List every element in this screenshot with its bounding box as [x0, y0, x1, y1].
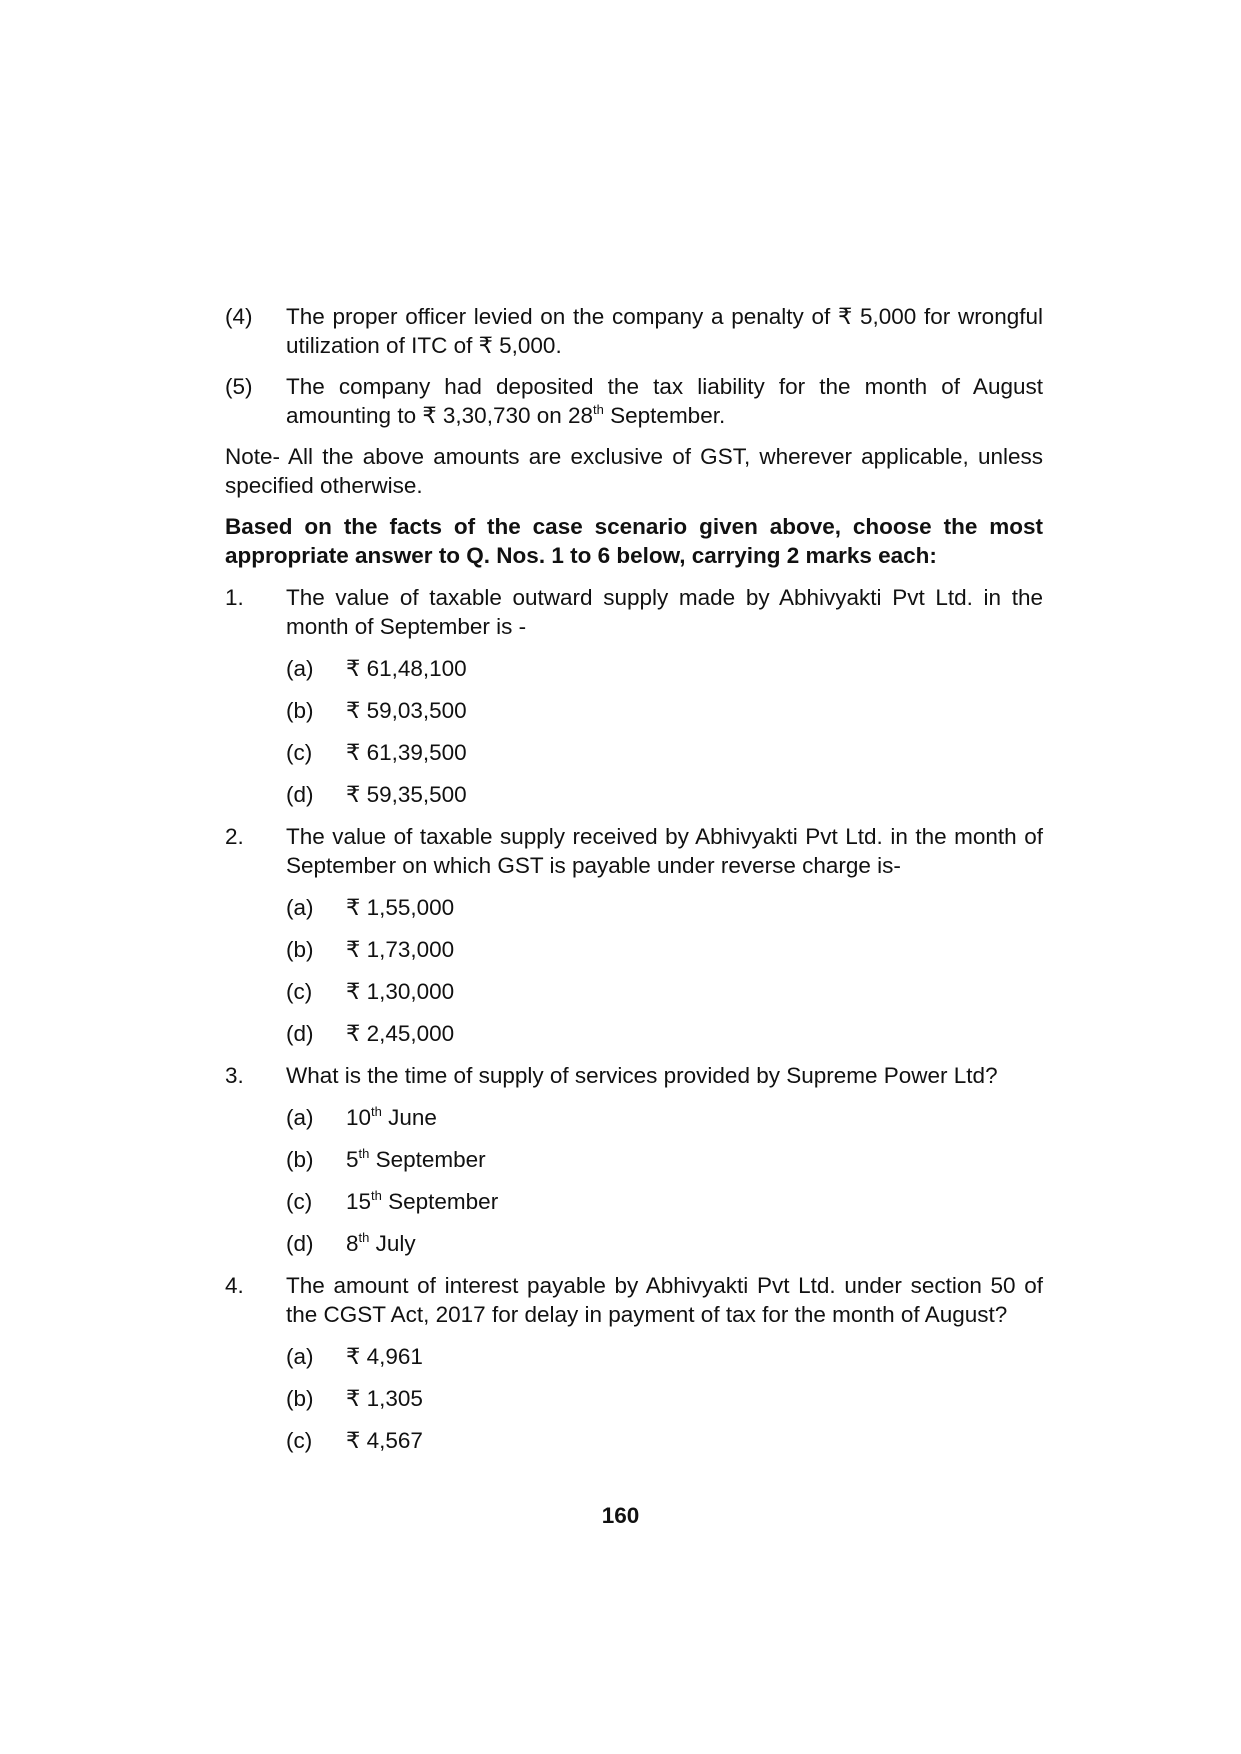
option-text: ₹ 1,30,000 — [346, 979, 455, 1004]
question-stem — [225, 1271, 1043, 1329]
option-text — [346, 1103, 437, 1132]
question-number: 3. — [225, 1063, 244, 1088]
option-b — [286, 696, 1043, 725]
option-label: (b) — [286, 1147, 314, 1172]
question-stem — [225, 583, 1043, 641]
options-list — [286, 1342, 1043, 1455]
question-number: 4. — [225, 1273, 244, 1298]
option-label: (b) — [286, 1386, 314, 1411]
option-text-part: 8 — [346, 1231, 359, 1256]
page-content — [225, 302, 1043, 1455]
option-label: (b) — [286, 937, 314, 962]
option-label: (a) — [286, 1344, 314, 1369]
option-label: (c) — [286, 740, 313, 765]
option-text-part: 5 — [346, 1147, 359, 1172]
ordinal-suffix: th — [358, 1145, 370, 1161]
option-text: ₹ 4,567 — [346, 1428, 423, 1453]
question-stem — [225, 1061, 1043, 1090]
option-label: (d) — [286, 782, 314, 807]
note: Note- All the above amounts are exclusive of GST, wherever applicable, unless specified otherwise. — [225, 444, 1043, 498]
options-list — [286, 1103, 1043, 1258]
option-text: ₹ 1,55,000 — [346, 895, 455, 920]
point-text-part: September. — [603, 403, 726, 428]
page-number: 160 — [601, 1503, 640, 1528]
ordinal-suffix: th — [371, 1187, 382, 1203]
option-b — [286, 1384, 1043, 1413]
ordinal-suffix: th — [358, 1229, 370, 1245]
question-2 — [225, 822, 1043, 1048]
fact-point-4 — [225, 302, 1043, 360]
option-a — [286, 1342, 1043, 1371]
option-text — [346, 1229, 416, 1258]
fact-point-5 — [225, 372, 1043, 430]
question-stem — [225, 822, 1043, 880]
question-1 — [225, 583, 1043, 809]
option-text: ₹ 61,39,500 — [346, 740, 467, 765]
option-label: (a) — [286, 1105, 314, 1130]
option-text-part: 15 — [346, 1189, 372, 1214]
option-d — [286, 1229, 1043, 1258]
option-label: (c) — [286, 979, 313, 1004]
instruction-heading: Based on the facts of the case scenario given above, choose the most appropriate answer to Q. Nos. 1 to 6 below, carrying 2 marks each: — [225, 514, 1043, 568]
point-text-part: The company had deposited the tax liability for the month of August amounting to ₹ 3,30,730 on 28 — [286, 374, 1043, 428]
question-text: What is the time of supply of services provided by Supreme Power Ltd? — [286, 1063, 998, 1088]
option-text-part: June — [381, 1105, 437, 1130]
question-text: The amount of interest payable by Abhivyakti Pvt Ltd. under section 50 of the CGST Act, 2017 for delay in payment of tax for the month of August? — [286, 1273, 1043, 1327]
option-text — [346, 1145, 486, 1174]
question-text: The value of taxable outward supply made by Abhivyakti Pvt Ltd. in the month of September is - — [286, 585, 1043, 639]
option-label: (a) — [286, 656, 314, 681]
point-number: (4) — [225, 304, 253, 329]
option-c — [286, 1187, 1043, 1216]
question-text: The value of taxable supply received by Abhivyakti Pvt Ltd. in the month of September on which GST is payable under reverse charge is- — [286, 824, 1043, 878]
option-label: (b) — [286, 698, 314, 723]
option-c — [286, 977, 1043, 1006]
question-4 — [225, 1271, 1043, 1455]
point-text — [286, 372, 1043, 430]
option-text: ₹ 1,73,000 — [346, 937, 455, 962]
option-a — [286, 1103, 1043, 1132]
option-label: (c) — [286, 1428, 313, 1453]
option-label: (a) — [286, 895, 314, 920]
ordinal-suffix: th — [593, 401, 604, 417]
point-text: The proper officer levied on the company a penalty of ₹ 5,000 for wrongful utilization of ITC of ₹ 5,000. — [286, 304, 1043, 358]
options-list — [286, 654, 1043, 809]
option-text: ₹ 2,45,000 — [346, 1021, 455, 1046]
option-text: ₹ 61,48,100 — [346, 656, 467, 681]
option-label: (c) — [286, 1189, 313, 1214]
option-text — [346, 1187, 498, 1216]
option-a — [286, 654, 1043, 683]
option-text: ₹ 59,35,500 — [346, 782, 467, 807]
option-text: ₹ 1,305 — [346, 1386, 423, 1411]
point-number: (5) — [225, 374, 253, 399]
option-a — [286, 893, 1043, 922]
option-text-part: September — [369, 1147, 486, 1172]
option-label: (d) — [286, 1021, 314, 1046]
question-number: 2. — [225, 824, 244, 849]
option-b — [286, 935, 1043, 964]
option-text: ₹ 4,961 — [346, 1344, 423, 1369]
ordinal-suffix: th — [371, 1103, 382, 1119]
option-text-part: September — [381, 1189, 499, 1214]
option-label: (d) — [286, 1231, 314, 1256]
option-c — [286, 1426, 1043, 1455]
option-text-part: 10 — [346, 1105, 372, 1130]
option-d — [286, 1019, 1043, 1048]
option-b — [286, 1145, 1043, 1174]
option-text: ₹ 59,03,500 — [346, 698, 467, 723]
option-text-part: July — [369, 1231, 416, 1256]
options-list — [286, 893, 1043, 1048]
option-d — [286, 780, 1043, 809]
option-c — [286, 738, 1043, 767]
question-number: 1. — [225, 585, 244, 610]
question-3 — [225, 1061, 1043, 1258]
